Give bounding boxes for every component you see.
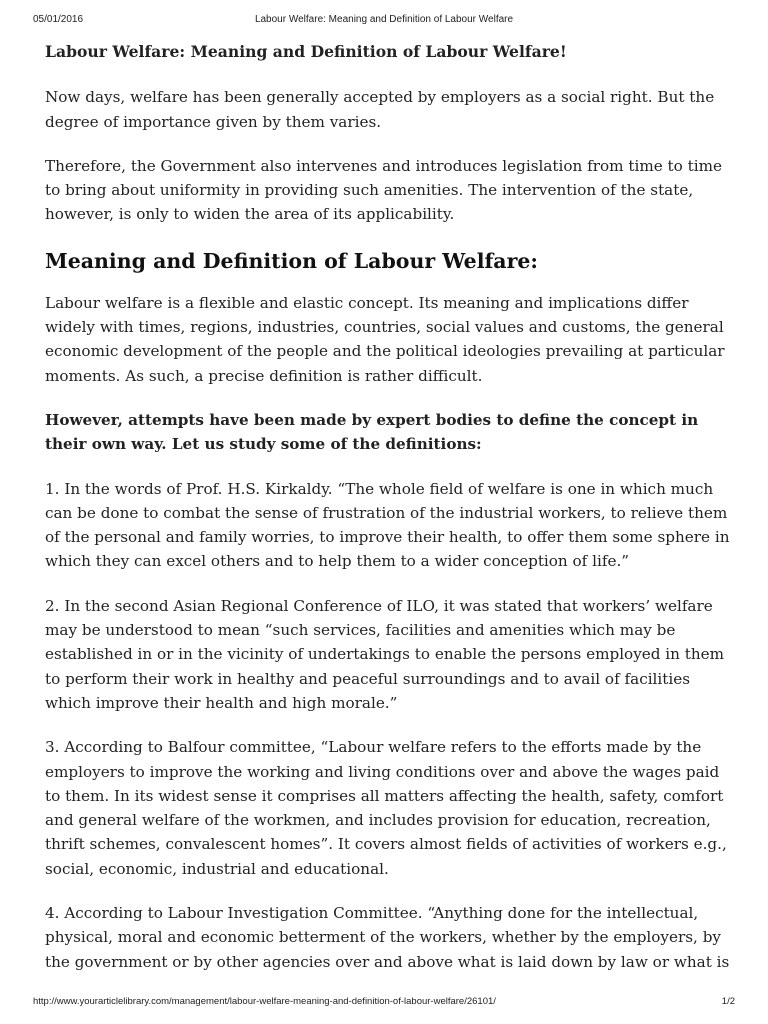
page-number: 1/2 xyxy=(721,996,735,1007)
definition-item: 3. According to Balfour committee, “Labour welfare refers to the efforts made by the employers to improve the working and living conditions over and above the wages paid to them. In its widest sense it comprises all matters affecting the health, safety, comfort and general welfare of the workmen, and includes provision for education, recreation, thrift schemes, convalescent homes”. It covers almost fields of activities of workers e.g., social, economic, industrial and educational. xyxy=(45,738,727,878)
article-body xyxy=(45,40,735,993)
definition-item: 1. In the words of Prof. H.S. Kirkaldy. “The whole field of welfare is one in which much can be done to combat the sense of frustration of the industrial workers, to relieve them of the personal and family worries, to improve their health, to offer them some sphere in which they can excel others and to help them to a wider conception of life.” xyxy=(45,479,730,571)
print-date: 05/01/2016 xyxy=(33,14,84,25)
source-url: http://www.yourarticlelibrary.com/management/labour-welfare-meaning-and-definition-of-labour-welfare/26101/ xyxy=(33,996,496,1007)
definitions-lead: However, attempts have been made by expert bodies to define the concept in their own way. Let us study some of the definitions: xyxy=(45,410,699,454)
intro-paragraph: Now days, welfare has been generally accepted by employers as a social right. But the degree of importance given by them varies. xyxy=(45,88,715,131)
print-document-title: Labour Welfare: Meaning and Definition of Labour Welfare xyxy=(254,14,514,25)
print-footer xyxy=(33,996,735,1010)
intro-paragraph: Therefore, the Government also intervenes and introduces legislation from time to time to bring about uniformity in providing such amenities. The intervention of the state, however, is only to widen the area of its applicability. xyxy=(45,156,722,224)
article-intro-title: Labour Welfare: Meaning and Definition of Labour Welfare! xyxy=(45,42,567,61)
section-paragraph: Labour welfare is a flexible and elastic concept. Its meaning and implications differ widely with times, regions, industries, countries, social values and customs, the general economic development of the people and the political ideologies prevailing at particular moments. As such, a precise definition is rather difficult. xyxy=(45,293,725,385)
definition-item: 4. According to Labour Investigation Committee. “Anything done for the intellectual, physical, moral and economic betterment of the workers, whether by the employers, by the government or by other agencies over and above what is laid down by law or what is xyxy=(45,904,730,971)
print-header xyxy=(33,14,735,28)
definition-item: 2. In the second Asian Regional Conference of ILO, it was stated that workers’ welfare may be understood to mean “such services, facilities and amenities which may be established in or in the vicinity of undertakings to enable the persons employed in them to perform their work in healthy and peaceful surroundings and to avail of facilities which improve their health and high morale.” xyxy=(45,596,725,712)
section-heading: Meaning and Definition of Labour Welfare: xyxy=(45,248,539,273)
